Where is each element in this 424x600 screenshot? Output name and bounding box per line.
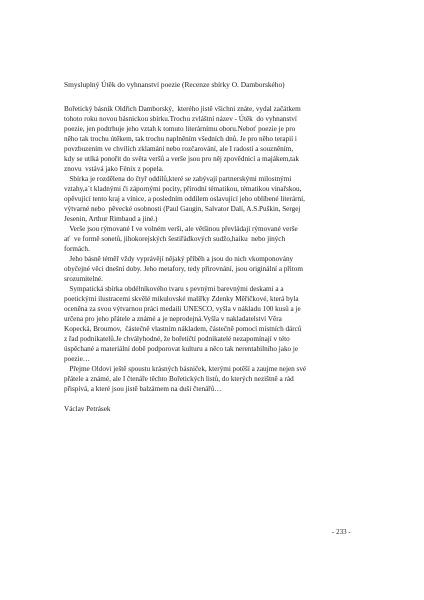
text-line: povzbuzením ve chvílích zklamání nebo rozčarování, ale I radostí a souzněním, <box>64 145 294 153</box>
text-line: Sbírka je rozdělena do čtyř oddílů,které se zabývají partnerskými milostnými <box>64 175 292 183</box>
text-line: z řad podnikatelů.Je chvályhodné, že bořetičtí podnikatelé nezapomínají v této <box>64 335 290 343</box>
text-line: Jeho básně téměř vždy vyprávějí nějaký příběh a jsou do nich vkomponovány <box>64 255 294 263</box>
paragraph-5 <box>64 284 360 364</box>
text-line: vztahy,a´t kladnými či zápornými pocity, přírodní tématikou, tématikou vinařskou, <box>64 185 302 193</box>
text-line: Bořetický básník Oldřich Damborský, kterého jistě všichni znáte, vydal začátkem <box>64 105 301 113</box>
text-line: výtvarné nebo pěvecké osobnosti (Paul Gaugin, Salvator Dalí, A.S.Puškin, Sergej <box>64 205 301 213</box>
paragraph-4 <box>64 254 360 284</box>
text-line: úspěchané a materiální době podporovat kulturu a něco tak nerentabilního jako je <box>64 345 299 353</box>
text-line: obyčejné věci dnešní doby. Jeho metafory, tedy přirovnání, jsou originální a přitom <box>64 265 303 273</box>
text-line: Verše jsou rýmované I ve volném verši, ale většinou převládají rýmované verše <box>64 225 298 233</box>
paragraph-3 <box>64 224 360 254</box>
text-line: Přejme Oldovi ještě spoustu krásných básniček, kterými potěší a zaujme nejen své <box>64 365 307 373</box>
article-heading: Smysluplný Útěk do vyhnanství poezie (Recenze sbírky O. Damborského) <box>64 80 285 89</box>
paragraph-6 <box>64 364 360 394</box>
author-signature: Václav Petrásek <box>64 405 111 413</box>
text-line: něho tak trochu útěkem, tak trochu naplněním všedních dnů. Je pro něho terapií i <box>64 135 297 143</box>
text-line: formách. <box>64 245 90 253</box>
text-line: srozumitelné. <box>64 275 103 283</box>
text-line: určena pro jeho přátele a známé a je neprodejná.Vyšla v nakladatelství Věra <box>64 315 282 323</box>
article-body <box>64 80 360 414</box>
text-line: poetickými ilustracemi skvělé mikulovské malířky Zdenky Měřičkové, která byla <box>64 295 299 303</box>
paragraph-2 <box>64 174 360 224</box>
text-line: znovu vstává jako Fénix z popela. <box>64 165 164 173</box>
text-line: tohoto roku novou básnickou sbírku.Trochu zvláštní název - Útěk do vyhnanství <box>64 115 297 123</box>
text-line: ať ve formě sonetů, jihokorejských šestiřádkových sudžo,haiku nebo jiných <box>64 235 286 243</box>
text-line: poezie, jen podtrhuje jeho vztah k tomuto literárnímu oboru.Neboť poezie je pro <box>64 125 296 133</box>
text-line: Jesenin, Arthur Rimbaud a jiné.) <box>64 215 158 223</box>
text-line: poezie… <box>64 355 90 363</box>
text-line: přátele a známé, ale I čtenáře těchto Bořetických listů, do kterých nezištně a rád <box>64 375 294 383</box>
page-number: - 233 - <box>332 528 351 536</box>
text-line: přispívá, a které jsou jistě balzámem na duši čtenářů… <box>64 385 222 393</box>
text-line: Kopecká, Broumov, částečně vlastním nákladem, částečně pomocí místních dárců <box>64 325 302 333</box>
text-line: kdy se utíká ponořit do světa veršů a verše jsou pro něj zpovědnicí a majákem,tak <box>64 155 299 163</box>
paragraph-1 <box>64 104 360 174</box>
text-line: oceněna za svou výtvarnou práci medailí UNESCO, vyšla v nákladu 100 kusů a je <box>64 305 301 313</box>
text-line: Sympatická sbírka obdélníkového tvaru s pevnými barevnými deskami a a <box>64 285 284 293</box>
text-line: opěvující tento kraj a vínice, a posledním oddílem oslavující jeho oblíbené literární, <box>64 195 305 203</box>
